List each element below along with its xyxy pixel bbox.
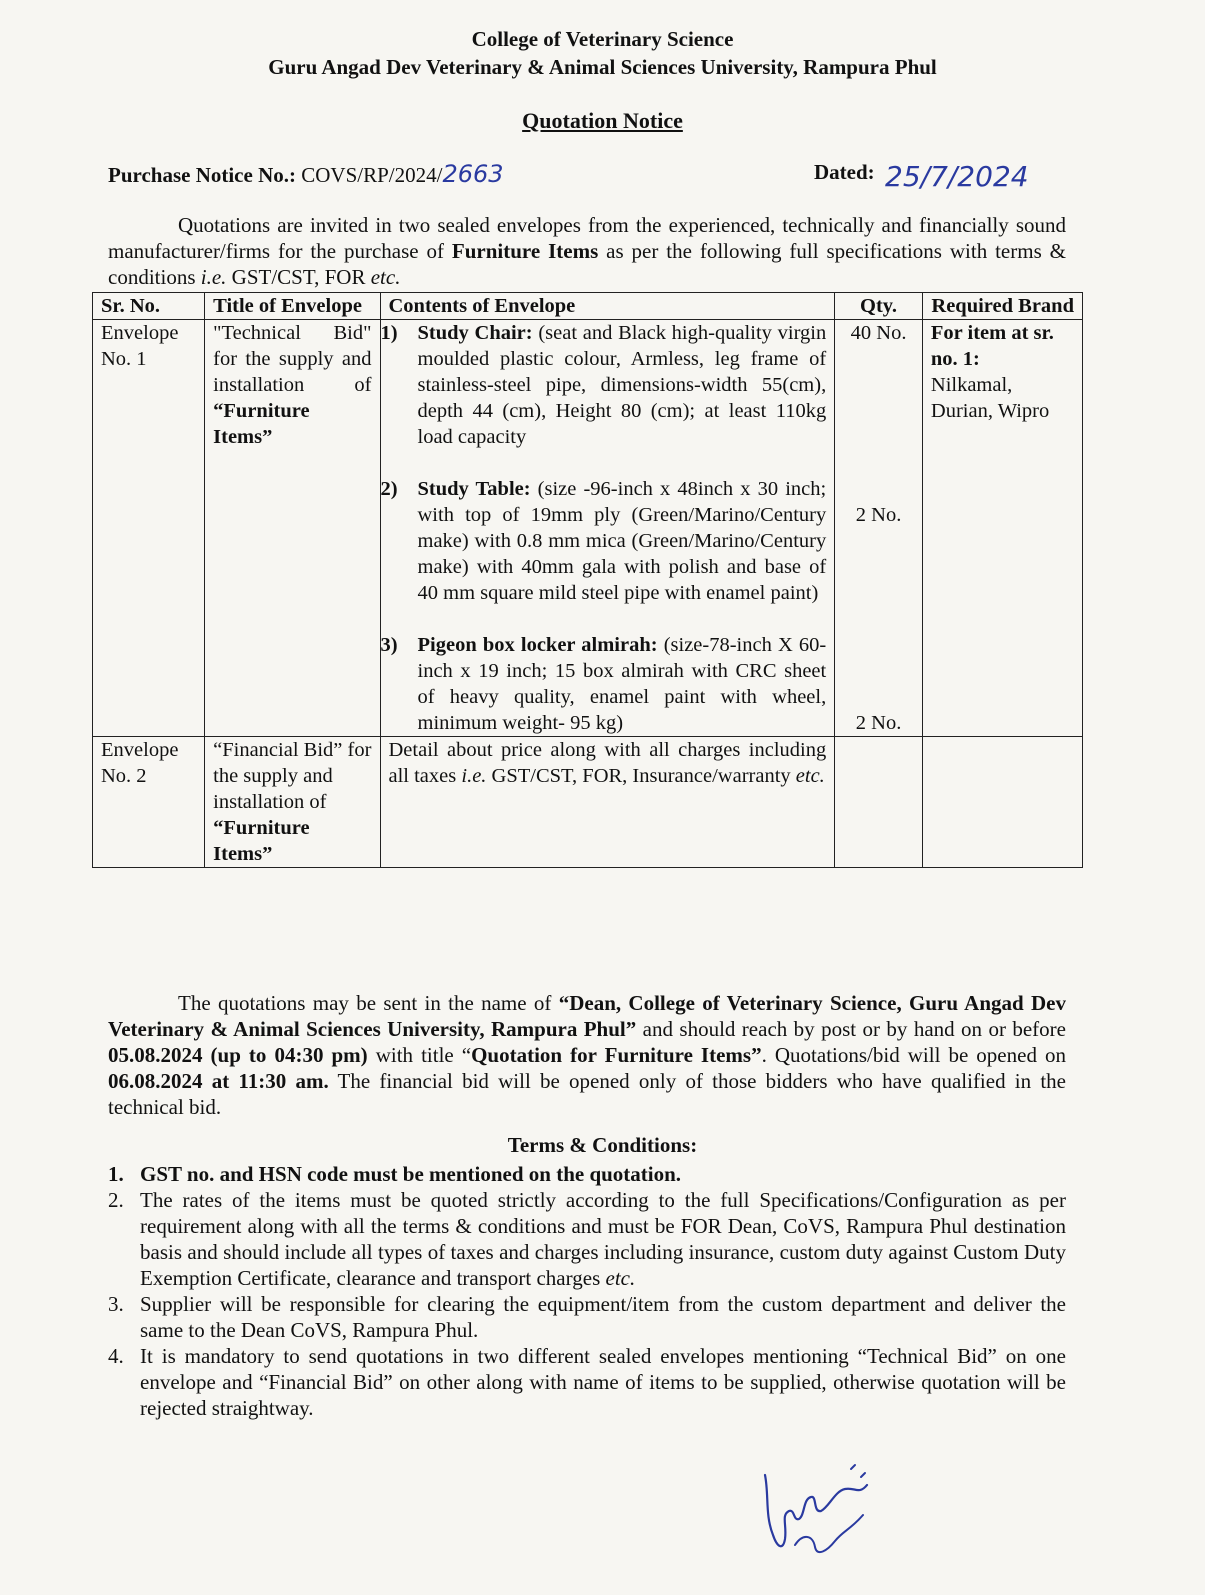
col-header-sr: Sr. No. <box>93 293 205 320</box>
item-description: (seat and Black high-quality virgin moulded plastic colour, Armless, leg frame of stainless-steel pipe, dimensions-width 55(cm), depth 44 (cm), Height 80 (cm); at least 110kg load capacity <box>417 322 827 448</box>
envelope-1-contents <box>380 320 835 737</box>
item-name: Pigeon box locker almirah: <box>417 634 658 656</box>
envelope-1-title-text: "Technical Bid" for the supply and installation of <box>213 322 372 396</box>
intro-text-3: GST/CST, FOR <box>226 265 371 289</box>
purchase-notice-label: Purchase Notice No.: <box>108 163 296 187</box>
term-number: 3. <box>108 1292 124 1316</box>
item-description: (size -96-inch x 48inch x 30 inch; with top of 19mm ply (Green/Marino/Century make) with 0.8 mm mica (Green/Marino/Century make) with 40mm gala with polish and base of 40 mm square mild steel pipe with enamel paint) <box>417 478 827 604</box>
term-text: Supplier will be responsible for clearing the equipment/item from the custom department and deliver the same to the Dean CoVS, Rampura Phul. <box>140 1292 1066 1342</box>
term-text <box>140 1187 1066 1291</box>
submission-deadline: 05.08.2024 (up to 04:30 pm) <box>108 1043 368 1067</box>
submission-addressee: “Dean, College of Veterinary Science, Guru Angad Dev Veterinary & Animal Sciences University, Rampura Phul” <box>108 991 1066 1041</box>
list-item <box>108 1161 1066 1187</box>
item-number: 1) <box>380 322 398 344</box>
terms-list <box>108 1161 1066 1421</box>
term-text-main: The rates of the items must be quoted strictly according to the full Specifications/Configuration as per requirement along with all the terms & conditions and must be FOR Dean, CoVS, Rampura Phul destination basis and should include all types of taxes and charges including insurance, custom duty against Custom Duty Exemption Certificate, clearance and transport charges <box>140 1188 1066 1290</box>
qty-spacer <box>843 528 914 710</box>
list-item <box>381 476 827 606</box>
intro-italic-ie: i.e. <box>200 265 227 289</box>
envelope-2-title-text: “Financial Bid” for the supply and installation of <box>213 739 372 813</box>
term-number: 1. <box>108 1162 124 1186</box>
college-name: College of Veterinary Science <box>471 27 734 51</box>
item-text <box>418 632 827 736</box>
purchase-notice-number <box>108 160 504 188</box>
term-text: GST no. and HSN code must be mentioned on the quotation. <box>140 1162 682 1186</box>
intro-italic-etc: etc. <box>370 265 401 289</box>
intro-bold-furniture: Furniture Items <box>451 239 599 263</box>
item-number: 3) <box>380 634 398 656</box>
opening-datetime: 06.08.2024 at 11:30 am. <box>108 1069 329 1093</box>
terms-title: Terms & Conditions: <box>507 1133 698 1157</box>
envelope-2-title <box>205 737 380 868</box>
intro-text-2: as per the following full specifications with terms & conditions <box>108 239 1066 289</box>
item-name: Study Table: <box>417 478 531 500</box>
list-item <box>108 1343 1066 1421</box>
list-item <box>381 632 827 736</box>
item-number: 2) <box>380 478 398 500</box>
envelope-1-qty <box>835 320 923 737</box>
handwritten-signature <box>755 1455 885 1565</box>
purchase-notice-prefix: COVS/RP/2024/ <box>301 163 443 187</box>
term-number: 2. <box>108 1188 124 1212</box>
qty-item-1: 40 No. <box>850 322 907 344</box>
envelope-2-title-bold: “Furniture Items” <box>213 817 310 865</box>
submission-text-5: The financial bid will be opened only of those bidders who have qualified in the technical bid. <box>108 1069 1067 1119</box>
item-text <box>418 476 827 606</box>
term-text-etc: etc. <box>605 1266 636 1290</box>
term-number: 4. <box>108 1344 124 1368</box>
col-header-qty: Qty. <box>835 293 923 320</box>
envelope-2-contents-etc: etc. <box>795 765 825 787</box>
envelope-table <box>92 292 1083 868</box>
handwritten-notice-number: 2663 <box>442 160 504 188</box>
envelope-1-brand <box>922 320 1082 737</box>
term-text: It is mandatory to send quotations in two different sealed envelopes mentioning “Technical Bid” on one envelope and “Financial Bid” on other along with name of items to be supplied, otherwise quotation will be rejected straightway. <box>140 1344 1066 1420</box>
table-header-row <box>93 293 1083 320</box>
handwritten-date: 25/7/2024 <box>885 160 1029 193</box>
table-row <box>93 320 1083 737</box>
table-row <box>93 737 1083 868</box>
item-name: Study Chair: <box>417 322 533 344</box>
envelope-1-title-bold: “Furniture Items” <box>213 400 310 448</box>
intro-text-1: Quotations are invited in two sealed envelopes from the experienced, technically and financially sound manufacturer/firms for the purchase of <box>108 213 1066 263</box>
submission-text-4: . Quotations/bid will be opened on <box>761 1043 1066 1067</box>
qty-spacer <box>843 346 914 502</box>
list-item <box>108 1291 1066 1343</box>
brand-label: For item at sr. no. 1: <box>930 322 1054 370</box>
col-header-contents: Contents of Envelope <box>380 293 835 320</box>
envelope-1-title <box>205 320 380 737</box>
qty-item-3: 2 No. <box>855 712 902 734</box>
qty-item-2: 2 No. <box>855 504 902 526</box>
envelope-2-brand <box>922 737 1082 868</box>
dated-label: Dated: <box>814 160 875 184</box>
item-text <box>418 320 827 450</box>
submission-text-1: The quotations may be sent in the name of <box>178 991 559 1015</box>
submission-text-3: with title “ <box>367 1043 472 1067</box>
envelope-2-contents <box>380 737 835 868</box>
col-header-title: Title of Envelope <box>205 293 380 320</box>
list-item <box>108 1187 1066 1291</box>
intro-paragraph <box>108 212 1066 290</box>
envelope-2-sr: Envelope No. 2 <box>93 737 205 868</box>
envelope-2-contents-ie: i.e. <box>461 765 487 787</box>
submission-envelope-title: Quotation for Furniture Items” <box>471 1043 762 1067</box>
brand-names: Nilkamal, Durian, Wipro <box>930 374 1050 422</box>
list-item <box>381 320 827 450</box>
submission-paragraph <box>108 990 1066 1120</box>
envelope-2-qty <box>835 737 923 868</box>
envelope-2-contents-text: Detail about price along with all charges including all taxes <box>388 739 827 787</box>
envelope-2-contents-text-2: GST/CST, FOR, Insurance/warranty <box>486 765 796 787</box>
col-header-brand: Required Brand <box>922 293 1082 320</box>
notice-title: Quotation Notice <box>522 108 683 133</box>
submission-text-2: and should reach by post or by hand on or before <box>636 1017 1066 1041</box>
envelope-1-sr: Envelope No. 1 <box>93 320 205 737</box>
item-description: (size-78-inch X 60-inch x 19 inch; 15 box almirah with CRC sheet of heavy quality, enamel paint with wheel, minimum weight- 95 kg) <box>417 634 827 734</box>
university-name: Guru Angad Dev Veterinary & Animal Sciences University, Rampura Phul <box>268 55 937 79</box>
